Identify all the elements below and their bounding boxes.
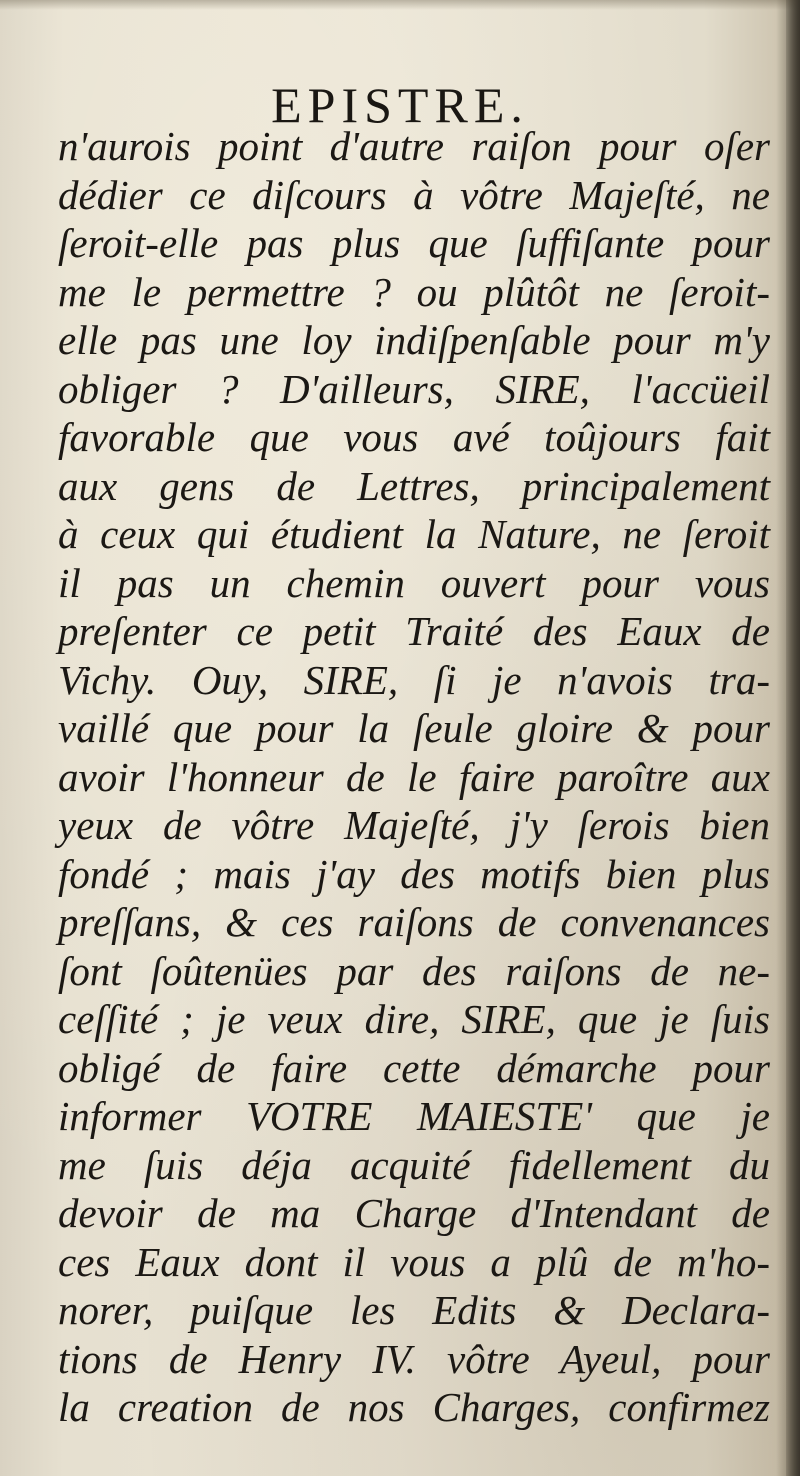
- text-line: la creation de nos Charges, confirmez: [58, 1384, 770, 1430]
- page-top-edge: [0, 0, 800, 10]
- text-line: yeux de vôtre Majeſté, j'y ſerois bien: [58, 802, 770, 848]
- text-line: dédier ce diſcours à vôtre Majeſté, ne: [58, 171, 770, 218]
- text-line: il pas un chemin ouvert pour vous: [58, 559, 770, 606]
- text-line: preſenter ce petit Traité des Eaux de: [58, 608, 770, 654]
- text-line: avoir l'honneur de le faire paroître aux: [58, 753, 770, 800]
- text-line: vaillé que pour la ſeule gloire & pour: [58, 705, 770, 751]
- text-line: elle pas une loy indiſpenſable pour m'y: [58, 317, 770, 363]
- text-line: ces Eaux dont il vous a plû de m'ho-: [58, 1238, 770, 1285]
- text-line: me ſuis déja acquité fidellement du: [58, 1141, 770, 1188]
- text-line: Vichy. Ouy, SIRE, ſi je n'avois tra-: [58, 656, 770, 703]
- text-line: devoir de ma Charge d'Intendant de: [58, 1190, 770, 1236]
- body-text: [58, 122, 770, 1432]
- text-line: tions de Henry IV. vôtre Ayeul, pour: [58, 1335, 770, 1382]
- page-right-edge: [786, 0, 800, 1476]
- text-line: ceſſité ; je veux dire, SIRE, que je ſuis: [58, 996, 770, 1042]
- text-line: fondé ; mais j'ay des motifs bien plus: [58, 850, 770, 897]
- text-line: obligé de faire cette démarche pour: [58, 1044, 770, 1091]
- text-line: ſeroit-elle pas plus que ſuffiſante pour: [58, 220, 770, 266]
- text-line: obliger ? D'ailleurs, SIRE, l'accüeil: [58, 365, 770, 412]
- text-line: norer, puiſque les Edits & Declara-: [58, 1287, 770, 1333]
- text-line: à ceux qui étudient la Nature, ne ſeroit: [58, 511, 770, 557]
- text-line: ſont ſoûtenües par des raiſons de ne-: [58, 947, 770, 994]
- text-line: informer VOTRE MAIESTE' que je: [58, 1093, 770, 1139]
- text-line: aux gens de Lettres, principalement: [58, 462, 770, 509]
- text-line: n'aurois point d'autre raiſon pour oſer: [58, 123, 770, 169]
- text-line: favorable que vous avé toûjours fait: [58, 414, 770, 460]
- text-line: preſſans, & ces raiſons de convenances: [58, 899, 770, 945]
- running-head: EPISTRE.: [271, 77, 529, 133]
- text-line: me le permettre ? ou plûtôt ne ſeroit-: [58, 268, 770, 315]
